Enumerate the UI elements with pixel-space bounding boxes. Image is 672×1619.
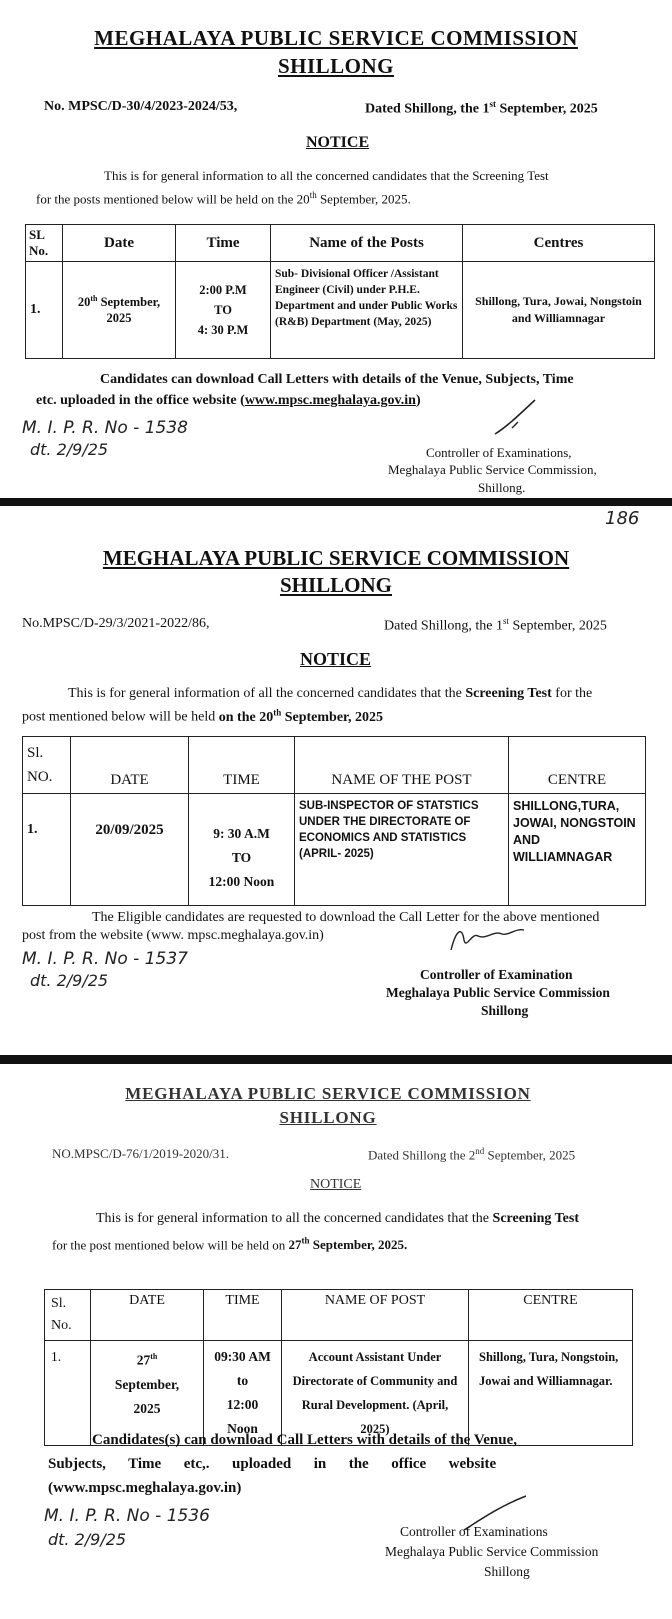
header-post: NAME OF POST (282, 1290, 469, 1341)
header-time: Time (176, 225, 271, 262)
table-header-row (23, 737, 646, 794)
notice-2 (0, 506, 672, 1055)
handwritten-date: dt. 2/9/25 (48, 1530, 127, 1549)
body-line-2: for the posts mentioned below will be held on the 20th September, 2025. (36, 190, 411, 207)
cell-date: 27th September, 2025 (91, 1341, 204, 1446)
signatory-office: Meghalaya Public Service Commission, (388, 462, 597, 477)
website-link[interactable]: www.mpsc.meghalaya.gov.in (244, 393, 416, 408)
header-time: TIME (189, 737, 295, 794)
commission-title: MEGHALAYA PUBLIC SERVICE COMMISSION (94, 26, 578, 50)
footer-line-1: The Eligible candidates are requested to download the Call Letter for the above mentioned (92, 910, 600, 925)
signatory-office: Meghalaya Public Service Commission (385, 1544, 599, 1559)
commission-title: MEGHALAYA PUBLIC SERVICE COMMISSION (125, 1084, 531, 1103)
handwritten-reference: M. I. P. R. No - 1537 (22, 949, 188, 969)
signatory-city: Shillong. (478, 480, 526, 495)
header-date: DATE (91, 1290, 204, 1341)
reference-number: No. MPSC/D-30/4/2023-2024/53, (44, 99, 238, 114)
schedule-table (44, 1289, 633, 1446)
page-divider (0, 1055, 672, 1064)
signature-mark (490, 398, 540, 438)
cell-centres: Shillong, Tura, Jowai, Nongstoin and Williamnagar (463, 262, 655, 359)
header-date: DATE (71, 737, 189, 794)
cell-post: SUB-INSPECTOR OF STATSTICS UNDER THE DIRECTORATE OF ECONOMICS AND STATISTICS (APRIL- 2025) (295, 794, 509, 906)
notice-heading: NOTICE (300, 649, 372, 669)
table-row (26, 262, 655, 359)
cell-time: 9: 30 A.M TO 12:00 Noon (189, 794, 295, 906)
cell-time: 09:30 AM to 12:00 Noon (204, 1341, 282, 1446)
handwritten-date: dt. 2/9/25 (30, 440, 109, 459)
signatory-title: Controller of Examinations (400, 1524, 548, 1539)
signatory-city: Shillong (481, 1003, 529, 1018)
signatory-title: Controller of Examination (420, 967, 573, 982)
reference-number: No.MPSC/D-29/3/2021-2022/86, (22, 616, 210, 631)
handwritten-reference: M. I. P. R. No - 1536 (44, 1506, 210, 1526)
page-number-mark: 186 (605, 508, 640, 529)
notice-date: Dated Shillong, the 1st September, 2025 (384, 616, 607, 634)
body-line-1: This is for general information of all the concerned candidates that the Screening Test for the (68, 686, 593, 701)
page-divider (0, 498, 672, 506)
footer-line-2: Subjects, Time etc,. uploaded in the office website (48, 1456, 497, 1472)
notice-heading: NOTICE (306, 134, 370, 151)
handwritten-reference: M. I. P. R. No - 1538 (22, 418, 188, 438)
cell-centres: Shillong, Tura, Nongstoin, Jowai and Williamnagar. (469, 1341, 633, 1446)
header-post: NAME OF THE POST (295, 737, 509, 794)
schedule-table (22, 736, 646, 906)
footer-line-2: etc. uploaded in the office website (www.mpsc.meghalaya.gov.in) (36, 393, 421, 408)
commission-city: SHILLONG (277, 54, 395, 78)
header-sl: Sl. No. (45, 1290, 91, 1341)
footer-line-1: Candidates(s) can download Call Letters with details of the Venue, (92, 1432, 518, 1448)
notice-heading: NOTICE (310, 1177, 362, 1192)
header-post: Name of the Posts (271, 225, 463, 262)
header-centres: Centres (463, 225, 655, 262)
header-time: TIME (204, 1290, 282, 1341)
cell-centres: SHILLONG,TURA, JOWAI, NONGSTOIN AND WILLIAMNAGAR (509, 794, 646, 906)
handwritten-date: dt. 2/9/25 (30, 971, 109, 990)
table-row (45, 1341, 633, 1446)
body-line-1: This is for general information to all the concerned candidates that the Screening Test (96, 1211, 580, 1226)
notice-date: Dated Shillong, the 1st September, 2025 (365, 99, 598, 117)
cell-sl: 1. (26, 262, 63, 359)
table-header-row (26, 225, 655, 262)
header-sl: Sl. NO. (23, 737, 71, 794)
body-line-1: This is for general information to all the concerned candidates that the Screening Test (104, 168, 549, 183)
cell-post: Sub- Divisional Officer /Assistant Engineer (Civil) under P.H.E. Department and under Public Works (R&B) Department (May, 2025) (271, 262, 463, 359)
commission-title: MEGHALAYA PUBLIC SERVICE COMMISSION (102, 546, 570, 570)
table-row (23, 794, 646, 906)
table-header-row (45, 1290, 633, 1341)
body-line-2: for the post mentioned below will be held on 27th September, 2025. (52, 1236, 408, 1253)
notice-1 (0, 0, 672, 498)
signatory-title: Controller of Examinations, (426, 445, 572, 460)
cell-post: Account Assistant Under Directorate of Community and Rural Development. (April, 2025) (282, 1341, 469, 1446)
header-centres: CENTRE (509, 737, 646, 794)
cell-date: 20th September, 2025 (63, 262, 176, 359)
reference-number: NO.MPSC/D-76/1/2019-2020/31. (52, 1146, 229, 1161)
cell-sl: 1. (45, 1341, 91, 1446)
commission-city: SHILLONG (279, 573, 393, 597)
cell-date: 20/09/2025 (71, 794, 189, 906)
cell-sl: 1. (23, 794, 71, 906)
footer-line-2: post from the website (www. mpsc.meghalaya.gov.in) (22, 928, 324, 943)
signatory-office: Meghalaya Public Service Commission (386, 985, 610, 1000)
signature-mark (448, 920, 528, 956)
schedule-table (25, 224, 655, 359)
body-line-2: post mentioned below will be held on the 20th September, 2025 (22, 707, 383, 725)
notice-3 (0, 1064, 672, 1619)
header-sl: SL No. (26, 225, 63, 262)
commission-city: SHILLONG (279, 1108, 377, 1127)
cell-time: 2:00 P.M TO 4: 30 P.M (176, 262, 271, 359)
footer-line-1: Candidates can download Call Letters with details of the Venue, Subjects, Time (100, 372, 574, 387)
footer-line-3: (www.mpsc.meghalaya.gov.in) (48, 1480, 242, 1496)
signatory-city: Shillong (484, 1564, 530, 1579)
header-centres: CENTRE (469, 1290, 633, 1341)
header-date: Date (63, 225, 176, 262)
notice-date: Dated Shillong the 2nd September, 2025 (368, 1146, 576, 1163)
